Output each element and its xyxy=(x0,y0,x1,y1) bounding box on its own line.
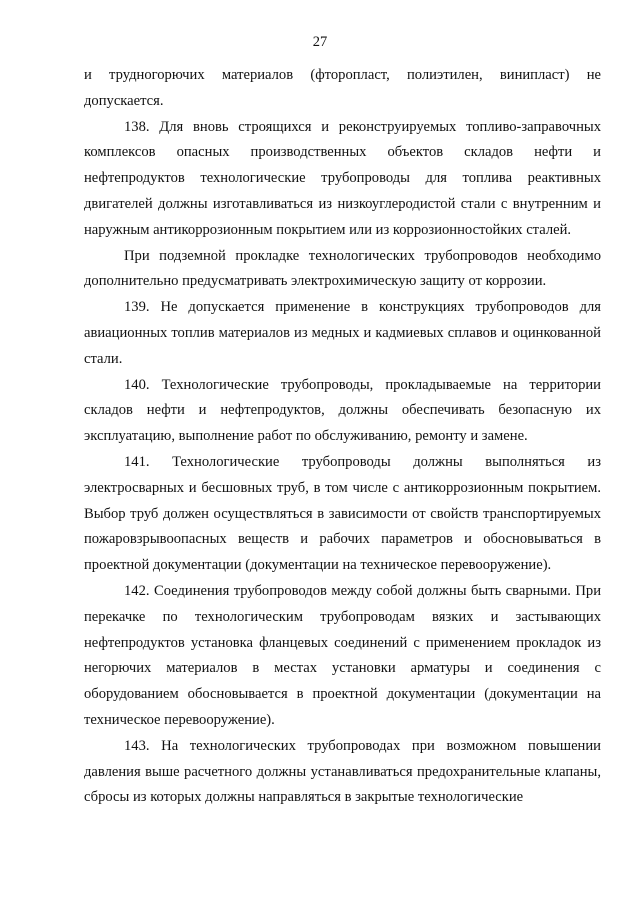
document-body xyxy=(84,63,601,811)
paragraph-continuation: и трудногорючих материалов (фторопласт, полиэтилен, винипласт) не допускается. xyxy=(84,67,601,109)
paragraph-143: 143. На технологических трубопроводах при возможном повышении давления выше расчетного должны устанавливаться предохранительные клапаны, сбросы из которых должны направляться в закрытые технологические xyxy=(84,737,601,806)
paragraph-140: 140. Технологические трубопроводы, прокладываемые на территории складов нефти и нефтепродуктов, должны обеспечивать безопасную их эксплуатацию, выполнение работ по обслуживанию, ремонту и замене. xyxy=(84,376,601,445)
page-number: 27 xyxy=(312,34,328,50)
paragraph-138: 138. Для вновь строящихся и реконструируемых топливо-заправочных комплексов опасных производственных объектов складов нефти и нефтепродуктов технологические трубопроводы для топлива реактивных двигателей должны изготавливаться из низкоуглеродистой стали с внутренним и наружным антикоррозионным покрытием или из коррозионностойких сталей. xyxy=(84,118,601,238)
paragraph-138-underground: При подземной прокладке технологических трубопроводов необходимо дополнительно предусматривать электрохимическую защиту от коррозии. xyxy=(84,247,601,290)
paragraph-141: 141. Технологические трубопроводы должны выполняться из электросварных и бесшовных труб, в том числе с антикоррозионным покрытием. Выбор труб должен осуществляться в зависимости от свойств транспортируемых пожаровзрывоопасных веществ и рабочих параметров и обосновываться в проектной документации (документации на техническое перевооружение). xyxy=(84,453,601,574)
paragraph-139: 139. Не допускается применение в конструкциях трубопроводов для авиационных топлив материалов из медных и кадмиевых сплавов и оцинкованной стали. xyxy=(84,299,601,367)
paragraph-142: 142. Соединения трубопроводов между собой должны быть сварными. При перекачке по технологическим трубопроводам вязких и застывающих нефтепродуктов установка фланцевых соединений с применением прокладок из негорючих материалов в местах установки арматуры и соединения с оборудованием обосновывается в проектной документации (документации на техническое перевооружение). xyxy=(84,582,601,728)
